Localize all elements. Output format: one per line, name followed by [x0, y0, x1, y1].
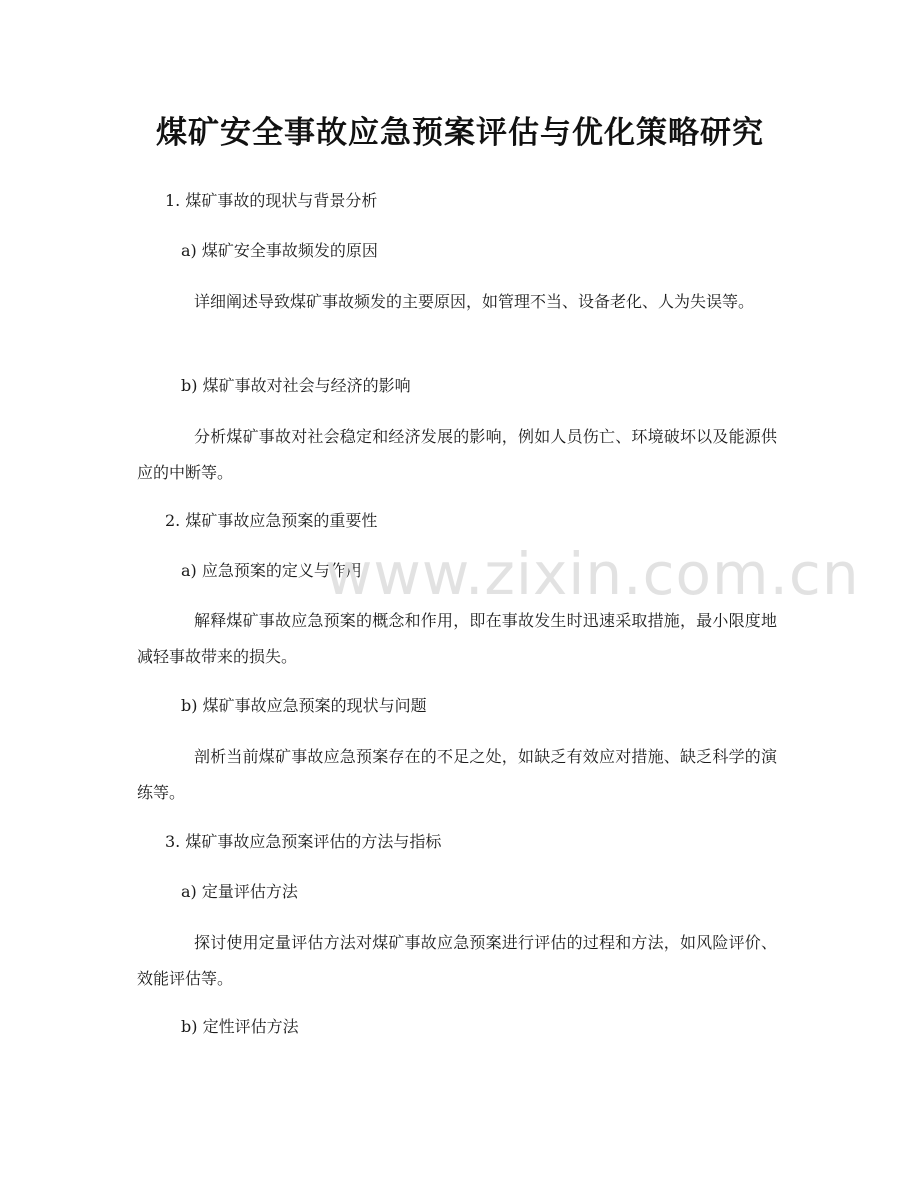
section-2b-body: 剖析当前煤矿事故应急预案存在的不足之处，如缺乏有效应对措施、缺乏科学的演练等。 — [137, 747, 777, 802]
document-title: 煤矿安全事故应急预案评估与优化策略研究 — [156, 115, 764, 151]
section-2b-heading: b) 煤矿事故应急预案的现状与问题 — [181, 696, 427, 715]
section-1a-heading: a) 煤矿安全事故频发的原因 — [181, 241, 378, 260]
section-1-heading: 1. 煤矿事故的现状与背景分析 — [165, 191, 378, 210]
section-3b-heading: b) 定性评估方法 — [181, 1017, 299, 1036]
section-3a-body: 探讨使用定量评估方法对煤矿事故应急预案进行评估的过程和方法，如风险评价、效能评估等。 — [137, 933, 777, 988]
section-3a-heading: a) 定量评估方法 — [181, 882, 298, 901]
section-1b-body: 分析煤矿事故对社会稳定和经济发展的影响，例如人员伤亡、环境破坏以及能源供应的中断等。 — [137, 427, 777, 482]
section-2-heading: 2. 煤矿事故应急预案的重要性 — [165, 511, 378, 530]
section-2a-heading: a) 应急预案的定义与作用 — [181, 561, 362, 580]
section-2a-body: 解释煤矿事故应急预案的概念和作用，即在事故发生时迅速采取措施，最小限度地减轻事故带来的损失。 — [137, 611, 777, 666]
section-3-heading: 3. 煤矿事故应急预案评估的方法与指标 — [165, 832, 442, 851]
watermark: www.zixin.com.cn — [325, 540, 860, 608]
section-1b-heading: b) 煤矿事故对社会与经济的影响 — [181, 376, 411, 395]
section-1a-body: 详细阐述导致煤矿事故频发的主要原因，如管理不当、设备老化、人为失误等。 — [194, 292, 755, 311]
